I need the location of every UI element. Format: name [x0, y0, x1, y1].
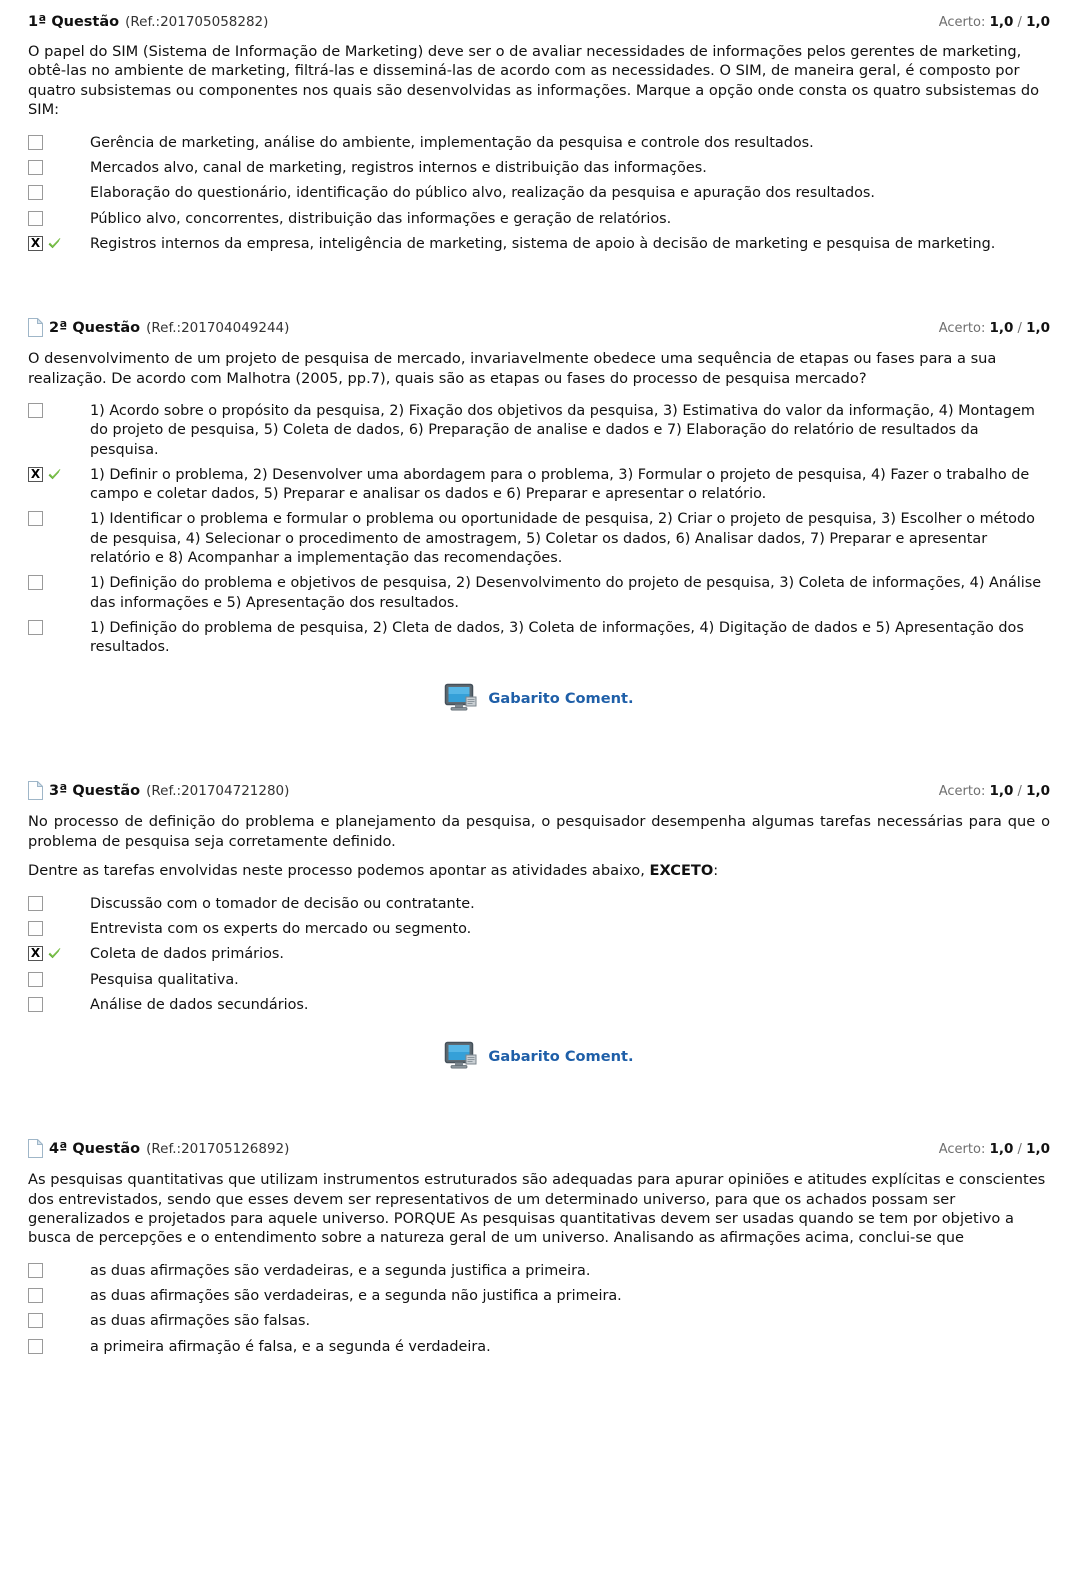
checkbox-icon[interactable] [28, 1263, 43, 1278]
question-header-left-2 [28, 318, 289, 337]
question-number: 4ª Questão [49, 1140, 141, 1157]
option-checkbox-wrap[interactable] [28, 1312, 90, 1328]
gabarito-label[interactable]: Gabarito Coment. [488, 689, 634, 707]
check-spacer [48, 185, 62, 200]
option-checkbox-wrap[interactable] [28, 466, 90, 482]
score-label: Acerto: [938, 320, 986, 336]
green-check-icon [48, 946, 62, 961]
checkbox-icon-checked[interactable]: X [28, 946, 43, 961]
question-number: 3ª Questão [49, 782, 141, 799]
option-row[interactable] [28, 920, 1050, 939]
option-checkbox-wrap[interactable] [28, 619, 90, 635]
question-ref: (Ref.:201705126892) [146, 1140, 290, 1157]
options-list-2 [28, 402, 1050, 658]
score-total: 1,0 [1026, 319, 1050, 336]
option-label: 1) Definição do problema e objetivos de pesquisa, 2) Desenvolvimento do projeto de pesquisa, 3) Coleta de informações, 4) Análise das informações e 5) Apresentação dos resultados. [90, 575, 1042, 611]
option-row[interactable] [28, 895, 1050, 914]
check-spacer [48, 511, 62, 526]
monitor-icon [444, 683, 478, 713]
document-icon [28, 781, 43, 800]
score-value: 1,0 [989, 1140, 1014, 1157]
option-label: Pesquisa qualitativa. [90, 971, 239, 988]
option-label: Discussão com o tomador de decisão ou contratante. [90, 895, 475, 912]
check-spacer [48, 135, 62, 150]
option-checkbox-wrap[interactable] [28, 1262, 90, 1278]
question-header-left-4 [28, 1139, 289, 1158]
check-spacer [48, 575, 62, 590]
statement-part-1: Dentre as tarefas envolvidas neste processo podemos apontar as atividades abaixo, [28, 862, 650, 880]
checkbox-icon[interactable] [28, 620, 43, 635]
check-spacer [48, 997, 62, 1012]
option-checkbox-wrap[interactable] [28, 945, 90, 961]
option-row[interactable] [28, 210, 1050, 229]
option-label: a primeira afirmação é falsa, e a segunda é verdadeira. [90, 1338, 491, 1355]
check-spacer [48, 1339, 62, 1354]
score-total: 1,0 [1026, 1140, 1050, 1157]
score-value: 1,0 [989, 14, 1014, 30]
question-block-3 [28, 781, 1050, 1071]
checkbox-icon[interactable] [28, 1339, 43, 1354]
options-list-4 [28, 1262, 1050, 1357]
option-row[interactable] [28, 1262, 1050, 1281]
checkbox-icon[interactable] [28, 896, 43, 911]
option-row-selected[interactable] [28, 945, 1050, 964]
score-label: Acerto: [938, 15, 986, 30]
question-ref: (Ref.:201704049244) [146, 319, 290, 336]
option-row[interactable] [28, 619, 1050, 658]
score-value: 1,0 [989, 782, 1014, 799]
question-block-4 [28, 1139, 1050, 1357]
option-row[interactable] [28, 574, 1050, 613]
option-checkbox-wrap[interactable] [28, 235, 90, 251]
option-checkbox-wrap[interactable] [28, 184, 90, 200]
option-label: as duas afirmações são verdadeiras, e a segunda não justifica a primeira. [90, 1288, 622, 1305]
option-row-selected[interactable] [28, 235, 1050, 254]
option-row[interactable] [28, 996, 1050, 1015]
checkbox-icon[interactable] [28, 403, 43, 418]
option-row-selected[interactable] [28, 466, 1050, 505]
option-row[interactable] [28, 510, 1050, 568]
question-block-2 [28, 318, 1050, 713]
option-label: Registros internos da empresa, inteligência de marketing, sistema de apoio à decisão de marketing e pesquisa de marketing. [90, 235, 996, 252]
options-list-1 [28, 134, 1050, 254]
option-row[interactable] [28, 402, 1050, 460]
checkbox-icon[interactable] [28, 511, 43, 526]
option-label: Coleta de dados primários. [90, 946, 284, 963]
option-label: as duas afirmações são falsas. [90, 1313, 311, 1330]
question-statement: No processo de definição do problema e planejamento da pesquisa, o pesquisador desempenha algumas tarefas necessárias para que o problema de pesquisa seja corretamente definido. [28, 813, 1050, 850]
option-checkbox-wrap[interactable] [28, 210, 90, 226]
option-label: Mercados alvo, canal de marketing, registros internos e distribuição das informações. [90, 159, 707, 176]
question-block-1 [28, 14, 1050, 254]
option-label: 1) Definição do problema de pesquisa, 2) Cleta de dados, 3) Coleta de informações, 4) Digitaçăo de dados e 5) Apresentação dos resultados. [90, 619, 1024, 656]
question-score-4 [939, 1141, 1050, 1157]
check-spacer [48, 1288, 62, 1303]
option-checkbox-wrap[interactable] [28, 996, 90, 1012]
question-header-left-1 [28, 14, 268, 30]
score-separator: / [1017, 320, 1022, 336]
document-icon [28, 1139, 43, 1158]
question-header-4 [28, 1139, 1050, 1158]
monitor-icon [444, 1041, 478, 1071]
option-label: Público alvo, concorrentes, distribuição das informações e geração de relatórios. [90, 210, 672, 227]
option-checkbox-wrap[interactable] [28, 510, 90, 526]
question-statement: As pesquisas quantitativas que utilizam instrumentos estruturados são adequadas para apurar opiniões e atitudes explícitas e conscientes dos entrevistados, sendo que esses devem ser representativos de um determinado universo, para que os achados possam ser generalizados e projetados para aquele universo. PORQUE As pesquisas quantitativas devem ser usadas quando se tem por objetivo a busca de percepções e o entendimento sobre a natureza geral de um universo. Analisando as afirmações acima, conclui-se que [28, 1171, 1046, 1247]
question-score-1 [939, 14, 1050, 30]
option-checkbox-wrap[interactable] [28, 895, 90, 911]
section-spacer [28, 1081, 1050, 1139]
option-row[interactable] [28, 184, 1050, 203]
checkbox-icon[interactable] [28, 160, 43, 175]
option-checkbox-wrap[interactable] [28, 159, 90, 175]
checkbox-icon-checked[interactable]: X [28, 467, 43, 482]
option-checkbox-wrap[interactable] [28, 134, 90, 150]
checkbox-icon[interactable] [28, 921, 43, 936]
option-row[interactable] [28, 159, 1050, 178]
score-total: 1,0 [1026, 14, 1050, 30]
question-statement: O papel do SIM (Sistema de Informação de Marketing) deve ser o de avaliar necessidades de informações pelos gerentes de marketing, obtê-las no ambiente de marketing, filtrá-las e disseminá-las de acordo com as necessidades. O SIM, de maneira geral, é composto por quatro subsistemas ou componentes nos quais são desenvolvidas as informações. Marque a opção onde consta os quatro subsistemas do SIM: [28, 43, 1040, 119]
option-row[interactable] [28, 1338, 1050, 1357]
statement-emphasis: EXCETO [649, 862, 714, 880]
option-row[interactable] [28, 971, 1050, 990]
question-ref: (Ref.:201705058282) [125, 14, 269, 30]
section-spacer [28, 260, 1050, 318]
checkbox-icon[interactable] [28, 997, 43, 1012]
checkbox-icon[interactable] [28, 185, 43, 200]
option-row[interactable] [28, 1287, 1050, 1306]
question-header-1 [28, 14, 1050, 30]
score-separator: / [1017, 1141, 1022, 1157]
score-value: 1,0 [989, 319, 1014, 336]
option-checkbox-wrap[interactable] [28, 402, 90, 418]
question-number: 2ª Questão [49, 319, 141, 336]
option-label: as duas afirmações são verdadeiras, e a segunda justifica a primeira. [90, 1262, 591, 1279]
score-total: 1,0 [1026, 782, 1050, 799]
question-statement-2 [28, 861, 1050, 880]
option-label: Gerência de marketing, análise do ambiente, implementação da pesquisa e controle dos resultados. [90, 134, 814, 151]
options-list-3 [28, 895, 1050, 1015]
question-number: 1ª Questão [28, 14, 120, 30]
option-label: Elaboração do questionário, identificação do público alvo, realização da pesquisa e apuração dos resultados. [90, 185, 875, 202]
option-row[interactable] [28, 1312, 1050, 1331]
check-spacer [48, 403, 62, 418]
check-spacer [48, 160, 62, 175]
question-score-3 [939, 783, 1050, 799]
checkbox-icon[interactable] [28, 575, 43, 590]
option-checkbox-wrap[interactable] [28, 1338, 90, 1354]
score-label: Acerto: [938, 1141, 986, 1157]
question-ref: (Ref.:201704721280) [146, 782, 290, 799]
checkbox-icon[interactable] [28, 1288, 43, 1303]
score-separator: / [1017, 783, 1022, 799]
check-spacer [48, 620, 62, 635]
option-label: 1) Definir o problema, 2) Desenvolver uma abordagem para o problema, 3) Formular o projeto de pesquisa, 4) Fazer o trabalho de campo e coletar dados, 5) Preparar e analisar os dados e 6) Preparar e apresentar o relatório. [90, 466, 1030, 503]
question-header-left-3 [28, 781, 289, 800]
option-label: Análise de dados secundários. [90, 996, 309, 1013]
option-checkbox-wrap[interactable] [28, 920, 90, 936]
option-label: Entrevista com os experts do mercado ou segmento. [90, 921, 472, 937]
option-label: 1) Identificar o problema e formular o problema ou oportunidade de pesquisa, 2) Criar o projeto de pesquisa, 3) Escolher o método de pesquisa, 4) Selecionar o procedimento de amostragem, 5) Coletar os dados, 6) Analisar dados, 7) Preparar e apresentar relatório e 8) Acompanhar a implementação das recomendações. [90, 511, 1035, 566]
check-spacer [48, 921, 62, 936]
checkbox-icon-checked[interactable]: X [28, 236, 43, 251]
option-label: 1) Acordo sobre o propósito da pesquisa, 2) Fixação dos objetivos da pesquisa, 3) Estimativa do valor da informação, 4) Montagem do projeto de pesquisa, 5) Coleta de dados, 6) Preparação de analise e dados e 7) Elaboração do relatório de resultados da pesquisa. [90, 402, 1035, 458]
score-separator: / [1017, 15, 1022, 30]
check-spacer [48, 1263, 62, 1278]
option-checkbox-wrap[interactable] [28, 574, 90, 590]
option-checkbox-wrap[interactable] [28, 971, 90, 987]
checkbox-icon[interactable] [28, 135, 43, 150]
gabarito-comment-2[interactable] [28, 683, 1050, 713]
question-score-2 [939, 320, 1050, 336]
gabarito-comment-3[interactable] [28, 1041, 1050, 1071]
score-label: Acerto: [938, 783, 986, 799]
section-spacer [28, 723, 1050, 781]
question-header-2 [28, 318, 1050, 337]
check-spacer [48, 972, 62, 987]
check-spacer [48, 896, 62, 911]
checkbox-icon[interactable] [28, 1313, 43, 1328]
green-check-icon [48, 236, 62, 251]
option-row[interactable] [28, 134, 1050, 153]
gabarito-label[interactable]: Gabarito Coment. [488, 1047, 634, 1065]
question-statement: O desenvolvimento de um projeto de pesquisa de mercado, invariavelmente obedece uma sequência de etapas ou fases para a sua realização. De acordo com Malhotra (2005, pp.7), quais são as etapas ou fases do processo de pesquisa mercado? [28, 350, 997, 387]
option-checkbox-wrap[interactable] [28, 1287, 90, 1303]
checkbox-icon[interactable] [28, 972, 43, 987]
statement-part-2: : [713, 862, 719, 880]
check-spacer [48, 1313, 62, 1328]
checkbox-icon[interactable] [28, 211, 43, 226]
document-icon [28, 318, 43, 337]
question-header-3 [28, 781, 1050, 800]
check-spacer [48, 211, 62, 226]
green-check-icon [48, 467, 62, 482]
